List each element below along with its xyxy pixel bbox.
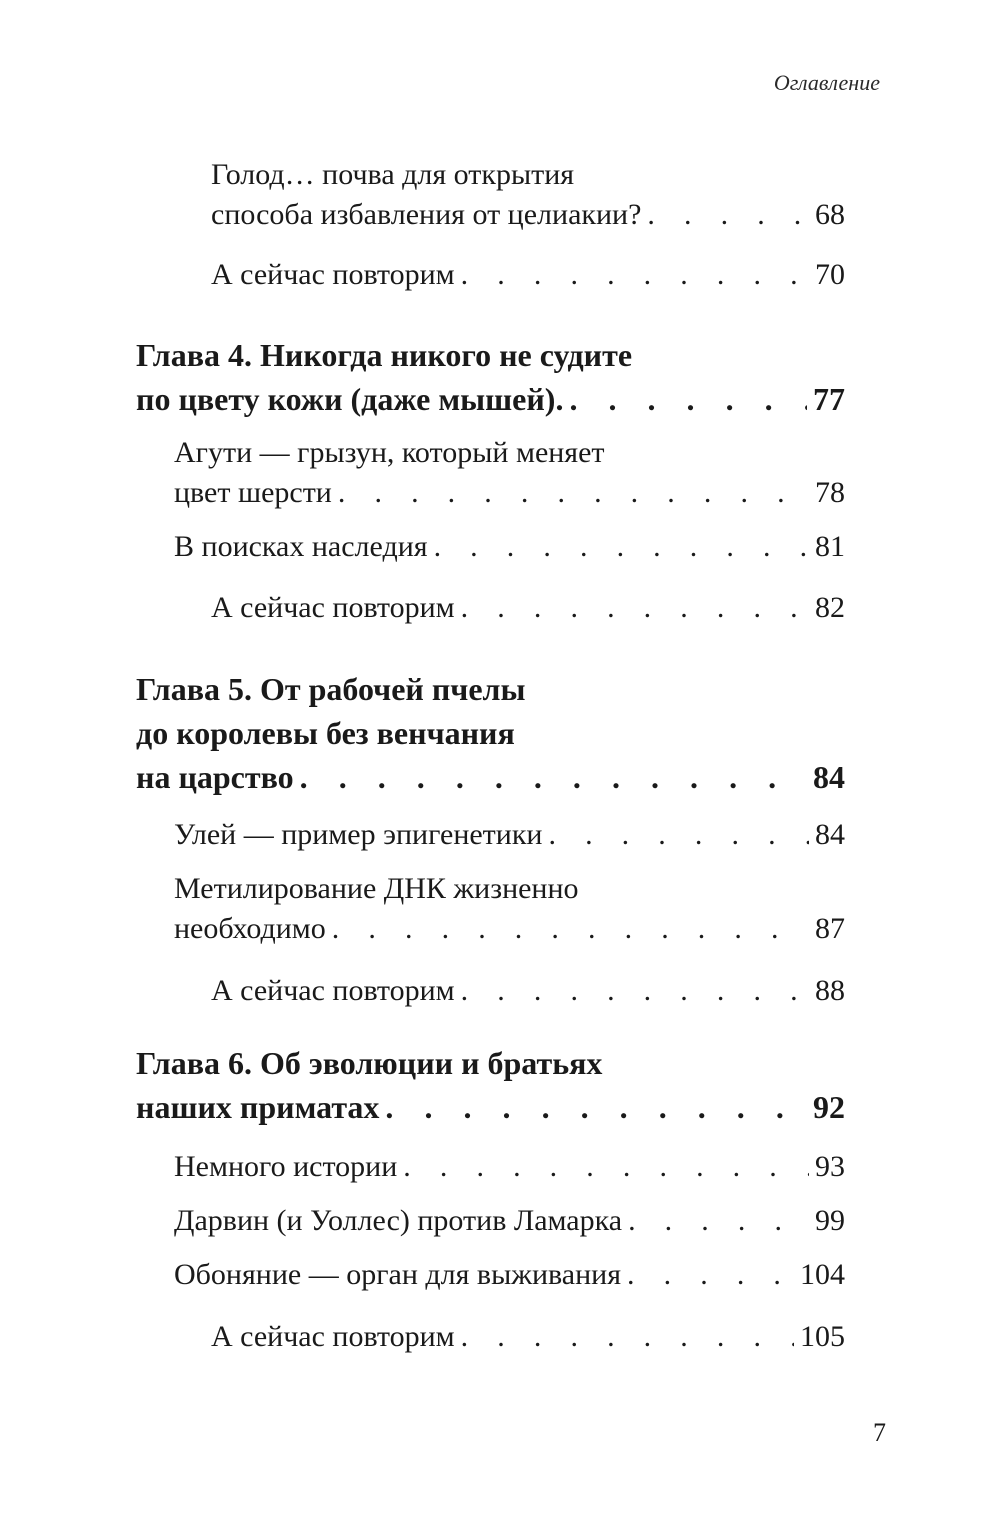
toc-entry — [174, 869, 845, 949]
dot-leader — [627, 1255, 794, 1295]
toc-entry-title: Обоняние — орган для выживания — [174, 1258, 622, 1291]
toc-entry-title: А сейчас повторим — [211, 1320, 455, 1353]
toc-page-number: 105 — [800, 1320, 845, 1353]
toc-entry-title: В поисках наследия — [174, 530, 428, 563]
toc-page-number: 93 — [815, 1150, 845, 1183]
toc-chapter — [136, 333, 845, 421]
toc-page-number: 82 — [815, 591, 845, 624]
dot-leader — [628, 1201, 809, 1241]
toc-entry-last-line — [136, 755, 845, 799]
toc-entry — [211, 155, 845, 235]
dot-leader — [332, 909, 809, 949]
toc-entry-last-line — [174, 473, 845, 513]
dot-leader — [461, 971, 809, 1011]
toc-page-number: 77 — [813, 381, 845, 417]
toc-page-number: 68 — [815, 198, 845, 231]
toc-entry-line: Метилирование ДНК жизненно — [174, 872, 579, 905]
running-title: Оглавление — [773, 70, 880, 95]
toc-entry-line: Глава 5. От рабочей пчелы — [136, 671, 526, 707]
dot-leader — [461, 1317, 794, 1357]
dot-leader — [548, 815, 809, 855]
toc-entry-last-line — [174, 1147, 845, 1187]
dot-leader — [461, 588, 809, 628]
toc-entry-last-line — [174, 909, 845, 949]
dot-leader — [403, 1147, 809, 1187]
toc-page-number: 87 — [815, 912, 845, 945]
toc-page-number: 78 — [815, 476, 845, 509]
dot-leader — [338, 473, 809, 513]
toc-entry-title: А сейчас повторим — [211, 974, 455, 1007]
toc-entry-title: наших приматах — [136, 1089, 380, 1125]
toc-entry-title: по цвету кожи (даже мышей). — [136, 381, 564, 417]
toc-entry-title: Немного истории — [174, 1150, 398, 1183]
page-number: 7 — [873, 1418, 886, 1447]
toc-entry — [211, 255, 845, 295]
toc-entry — [174, 1147, 845, 1187]
toc-entry — [211, 588, 845, 628]
toc-entry-last-line — [211, 588, 845, 628]
toc-page-number: 81 — [815, 530, 845, 563]
toc-page-number: 92 — [813, 1089, 845, 1125]
toc-entry — [174, 527, 845, 567]
toc-entry-last-line — [211, 255, 845, 295]
toc-entry-last-line — [136, 1085, 845, 1129]
toc-entry-line: Глава 4. Никогда никого не судите — [136, 337, 633, 373]
toc-page-number: 88 — [815, 974, 845, 1007]
toc-page-number: 84 — [815, 818, 845, 851]
toc-page-number: 70 — [815, 258, 845, 291]
toc-entry-last-line — [174, 1201, 845, 1241]
dot-leader — [300, 755, 807, 799]
toc-entry-title: Улей — пример эпигенетики — [174, 818, 543, 851]
dot-leader — [647, 195, 809, 235]
toc-entry-line: Агути — грызун, который меняет — [174, 436, 605, 469]
toc-entry — [211, 971, 845, 1011]
toc-entry-line: до королевы без венчания — [136, 715, 515, 751]
toc-entry-last-line — [211, 1317, 845, 1357]
toc-entry — [174, 1255, 845, 1295]
toc-page-number: 104 — [800, 1258, 845, 1291]
toc-entry-line: Глава 6. Об эволюции и братьях — [136, 1045, 603, 1081]
toc-entry — [174, 815, 845, 855]
toc-entry-last-line — [174, 527, 845, 567]
toc-entry-title: А сейчас повторим — [211, 258, 455, 291]
toc-page-number: 84 — [813, 759, 845, 795]
dot-leader — [434, 527, 809, 567]
toc-entry — [174, 1201, 845, 1241]
toc-entry-title: способа избавления от целиакии? — [211, 198, 642, 231]
toc-entry-title: Дарвин (и Уоллес) против Ламарка — [174, 1204, 623, 1237]
toc-entry-last-line — [211, 971, 845, 1011]
toc-entry-title: необходимо — [174, 912, 326, 945]
dot-leader — [385, 1085, 807, 1129]
toc-entry-line: Голод… почва для открытия — [211, 158, 575, 191]
dot-leader — [569, 377, 807, 421]
toc-entry-title: на царство — [136, 759, 294, 795]
toc-entry-title: цвет шерсти — [174, 476, 332, 509]
toc-entry-last-line — [136, 377, 845, 421]
toc-page-number: 99 — [815, 1204, 845, 1237]
toc-entry-title: А сейчас повторим — [211, 591, 455, 624]
toc-entry-last-line — [174, 1255, 845, 1295]
toc-chapter — [136, 1041, 845, 1129]
dot-leader — [461, 255, 809, 295]
toc-chapter — [136, 667, 845, 799]
toc-entry-last-line — [174, 815, 845, 855]
toc-entry-last-line — [211, 195, 845, 235]
toc-entry — [211, 1317, 845, 1357]
toc-entry — [174, 433, 845, 513]
